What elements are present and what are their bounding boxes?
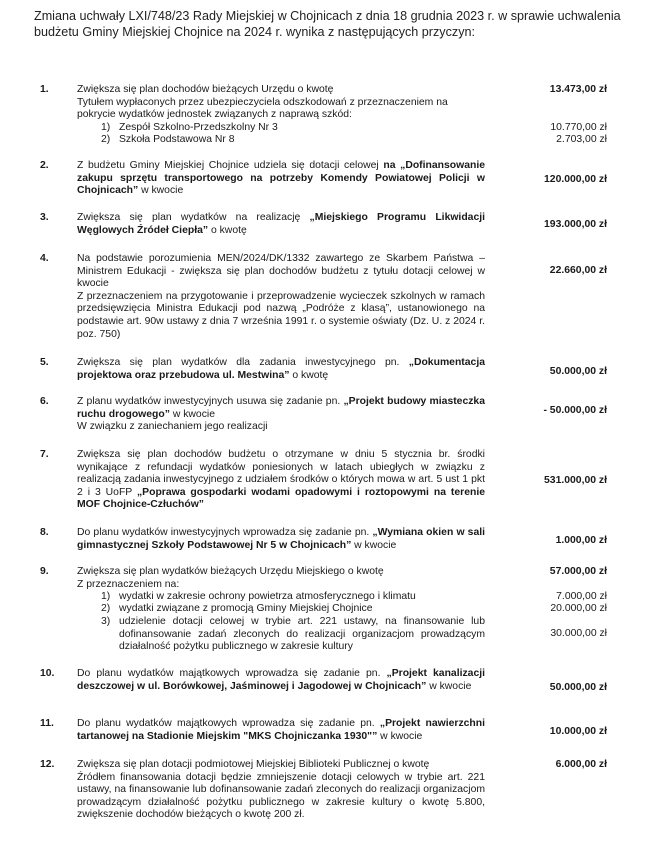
item-body xyxy=(77,759,485,822)
item-body xyxy=(77,253,485,341)
sub-item-number: 1) xyxy=(101,122,111,133)
sub-item-number: 2) xyxy=(101,134,111,145)
item-body xyxy=(77,566,485,591)
item-amount: - 50.000,00 zł xyxy=(543,405,607,416)
sub-item-number: 1) xyxy=(101,591,111,602)
item-text-line: pokrycie wydatków jednostek związanych z naprawą szkód: xyxy=(77,109,352,121)
item-text-line: Zwiększa się plan wydatków bieżących Urzędu Miejskiego o kwotę xyxy=(77,566,384,577)
item-text: Zwiększa się plan wydatków dla zadania inwestycyjnego pn. xyxy=(77,357,409,368)
item-text: Z budżetu Gminy Miejskiej Chojnice udziela się dotacji celowej xyxy=(77,160,384,171)
item-amount: 6.000,00 zł xyxy=(555,759,607,770)
item-number: 8. xyxy=(40,527,49,538)
sub-item xyxy=(0,603,669,616)
item-number: 5. xyxy=(40,357,49,368)
sub-item-number: 3) xyxy=(101,616,111,627)
sub-item-text: wydatki w zakresie ochrony powietrza atmosferycznego i klimatu xyxy=(119,591,416,602)
item-number: 2. xyxy=(40,160,49,171)
item-body xyxy=(77,668,485,693)
item-amount: 1.000,00 zł xyxy=(555,535,607,546)
item-amount: 10.000,00 zł xyxy=(549,726,607,737)
item-body xyxy=(77,84,485,122)
task-name: „Projekt kanalizacji deszczowej w ul. Borówkowej, Jaśminowej i Jagodowej w Chojnicach” xyxy=(77,668,485,692)
sub-item xyxy=(0,134,669,147)
item-amount: 531.000,00 zł xyxy=(544,475,607,486)
item-number: 1. xyxy=(40,84,49,95)
sub-item xyxy=(0,616,669,653)
item-number: 7. xyxy=(40,449,49,460)
sub-item-number: 2) xyxy=(101,603,111,614)
item-number: 11. xyxy=(40,718,54,729)
item-body xyxy=(77,718,485,743)
item-body xyxy=(77,357,485,382)
item-text-suffix: w kwocie xyxy=(426,680,472,692)
item-text: Do planu wydatków inwestycyjnych wprowadza się zadanie pn. xyxy=(77,527,373,538)
sub-item-amount: 10.770,00 zł xyxy=(550,122,607,133)
task-name: „Poprawa gospodarki wodami opadowymi i roztopowymi na terenie MOF Chojnice-Człuchów” xyxy=(77,486,485,511)
item-body xyxy=(77,527,485,552)
sub-item-amount: 2.703,00 zł xyxy=(556,134,607,145)
item-number: 6. xyxy=(40,396,49,407)
item-body xyxy=(77,212,485,237)
item-amount: 57.000,00 zł xyxy=(549,566,607,577)
task-name: „Projekt nawierzchni tartanowej na Stadionie Miejskim "MKS Chojniczanka 1930"” xyxy=(77,718,485,742)
item-number: 9. xyxy=(40,566,49,577)
item-text: Zwiększa się plan dochodów budżetu o otrzymane w dniu 5 stycznia br. środki wynikające z refundacji wydatków poniesionych w latach ubiegłych w związku z realizacją zadania inwestycyjnego z udziałem środków o których mowa w art. 5 ust 1 pkt 2 i 3 UoFP xyxy=(77,449,485,498)
item-text: Do planu wydatków majątkowych wprowadza się zadanie pn. xyxy=(77,668,387,679)
item-amount: 50.000,00 zł xyxy=(549,682,607,693)
item-text-line: Tytułem wypłaconych przez ubezpieczyciela odszkodowań z przeznaczeniem na xyxy=(77,96,448,108)
sub-item-text: Zespół Szkolno-Przedszkolny Nr 3 xyxy=(119,122,278,133)
sub-item-text: Szkoła Podstawowa Nr 8 xyxy=(119,134,235,145)
sub-item-amount: 20.000,00 zł xyxy=(550,603,607,614)
sub-item-text: wydatki związane z promocją Gminy Miejskiej Chojnice xyxy=(119,603,373,614)
item-text-suffix: o kwotę xyxy=(208,224,247,236)
item-text-line: Z przeznaczeniem na: xyxy=(77,578,180,590)
item-body xyxy=(77,396,485,434)
item-number: 4. xyxy=(40,253,49,264)
item-amount: 50.000,00 zł xyxy=(549,366,607,377)
document-title: Zmiana uchwały LXI/748/23 Rady Miejskiej w Chojnicach z dnia 18 grudnia 2023 r. w sprawie uchwalenia budżetu Gminy Miejskiej Chojnice na 2024 r. wynika z następujących przyczyn: xyxy=(34,9,621,39)
task-name: „Projekt budowy miasteczka ruchu drogowego” xyxy=(77,396,485,420)
item-text-suffix: w kwocie xyxy=(138,185,184,197)
task-name: na „Dofinansowanie zakupu sprzętu transportowego na potrzeby Komendy Powiatowej Policji w Chojnicach” xyxy=(77,160,485,197)
item-body xyxy=(77,160,485,198)
item-text: Zwiększa się plan dotacji podmiotowej Miejskiej Biblioteki Publicznej o kwotę xyxy=(77,759,430,770)
item-text-line: Zwiększa się plan dochodów bieżących Urzędu o kwotę xyxy=(77,84,334,95)
sub-item-amount: 7.000,00 zł xyxy=(556,591,607,602)
item-text-extra: W związku z zaniechaniem jego realizacji xyxy=(77,421,268,433)
item-number: 10. xyxy=(40,668,55,679)
item-text: Na podstawie porozumienia MEN/2024/DK/1332 zawartego ze Skarbem Państwa – Ministrem Edukacji - zwiększa się plan dochodów budżetu z tytułu dotacji celowej w kwocie xyxy=(77,253,485,290)
item-amount: 22.660,00 zł xyxy=(549,265,607,276)
sub-item xyxy=(0,122,669,135)
item-text: Do planu wydatków majątkowych wprowadza się zadanie pn. xyxy=(77,718,380,729)
item-text: Zwiększa się plan wydatków na realizację xyxy=(77,212,310,223)
sub-item xyxy=(0,591,669,604)
item-body xyxy=(77,449,485,512)
task-name: „Dokumentacja projektowa oraz przebudowa ul. Mestwina” xyxy=(77,357,485,381)
item-number: 12. xyxy=(40,759,55,770)
item-text-suffix: w kwocie xyxy=(169,408,215,420)
task-name: „Wymiana okien w sali gimnastycznej Szkoły Podstawowej Nr 5 w Chojnicach” xyxy=(77,527,485,551)
item-text-extra: Z przeznaczeniem na przygotowanie i przeprowadzenie wycieczek szkolnych w ramach przedsięwzięcia Ministra Edukacji pod nazwą „Podróże z klasą”, ustanowionego na podstawie art. 90w ustawy z dnia 7 września 1991 r. o systemie oświaty (Dz. U. z 2024 r. poz. 750) xyxy=(77,290,485,340)
item-text-suffix: w kwocie xyxy=(377,730,423,742)
item-amount: 13.473,00 zł xyxy=(549,84,607,95)
sub-item-text: udzielenie dotacji celowej w trybie art. 221 ustawy, na finansowanie lub dofinansowanie zadań zleconych do realizacji organizacjom prowadzącym działalność pożytku publicznego w zakresie kultury xyxy=(119,616,485,653)
item-text-suffix: w kwocie xyxy=(351,539,397,551)
item-text: Z planu wydatków inwestycyjnych usuwa się zadanie pn. xyxy=(77,396,344,407)
item-number: 3. xyxy=(40,212,49,223)
item-text-extra: Źródłem finansowania dotacji będzie zmniejszenie dotacji celowych w trybie art. 221 ustawy, na finansowanie lub dofinansowanie zadań zleconych do realizacji organizacjom prowadzącym działalność pożytku publicznego w zakresie kultury o kwotę 5.800, zwiększenie dochodów bieżących o kwotę 200 zł. xyxy=(77,771,485,821)
sub-item-amount: 30.000,00 zł xyxy=(550,628,607,639)
task-name: „Miejskiego Programu Likwidacji Węglowych Źródeł Ciepła” xyxy=(77,212,485,236)
item-text-suffix: o kwotę xyxy=(289,369,329,381)
item-amount: 193.000,00 zł xyxy=(544,219,607,230)
item-amount: 120.000,00 zł xyxy=(544,174,607,185)
